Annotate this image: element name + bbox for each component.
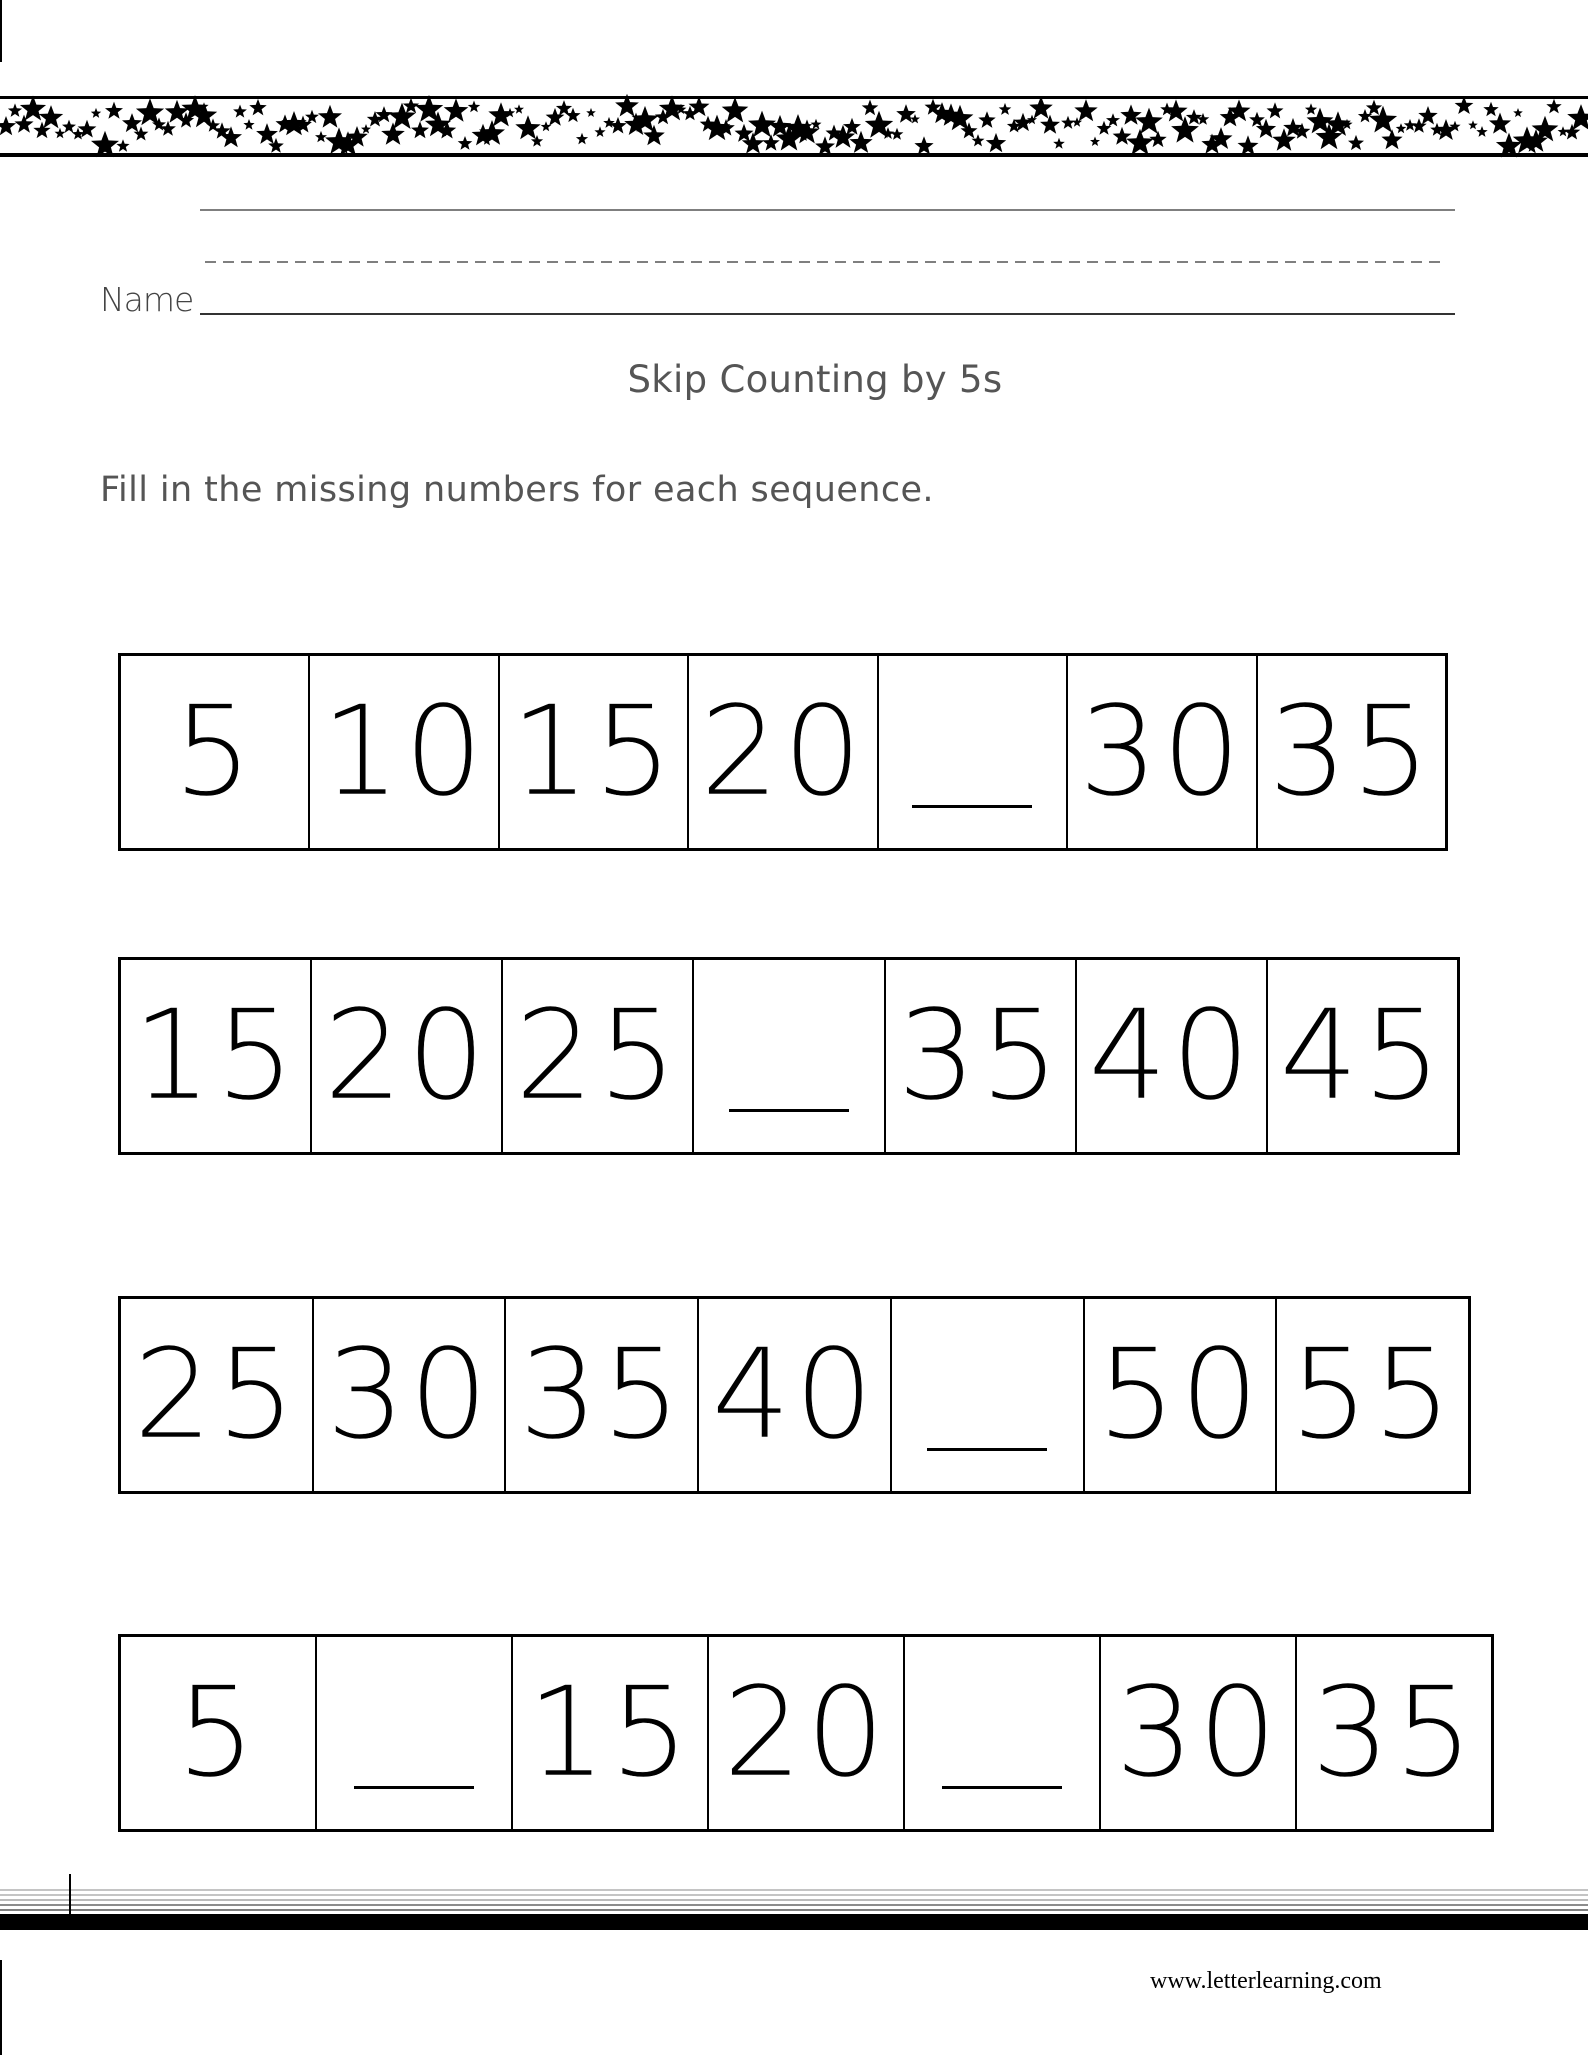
star-icon [1396, 123, 1407, 133]
sequence-cell: 5 [121, 1637, 317, 1829]
star-icon [609, 117, 626, 134]
star-icon [1483, 102, 1498, 117]
sequence-cell: 40 [699, 1299, 892, 1491]
star-icon [0, 116, 16, 135]
page-edge-mark-top [0, 0, 2, 62]
star-icon [1126, 129, 1154, 155]
star-icon [811, 119, 822, 129]
sequence-cell-blank[interactable] [694, 960, 885, 1152]
star-icon [62, 120, 76, 133]
star-icon [1120, 104, 1141, 124]
sequence-row-4 [118, 1634, 1494, 1832]
name-writing-lines [0, 190, 1588, 330]
sequence-cell: 35 [506, 1299, 699, 1491]
star-icon [1238, 135, 1259, 155]
name-label: Name [100, 280, 194, 319]
star-icon [1489, 113, 1511, 134]
star-icon [122, 113, 142, 132]
star-icon [1097, 121, 1112, 135]
sequence-cell: 15 [500, 656, 689, 848]
star-icon [233, 105, 247, 118]
star-icon [1358, 109, 1372, 122]
star-icon [514, 104, 524, 114]
star-icon [1029, 96, 1053, 119]
sequence-cell: 35 [1311, 1661, 1477, 1805]
star-icon [722, 97, 749, 122]
star-icon [444, 98, 469, 121]
footer-website-url: www.letterlearning.com [1150, 1968, 1382, 1994]
sequence-cell: 30 [1068, 656, 1257, 848]
worksheet-instructions: Fill in the missing numbers for each sequence. [100, 470, 934, 510]
star-icon [55, 128, 66, 139]
star-icon [1468, 120, 1478, 129]
star-icon [1366, 100, 1382, 115]
star-icon [1053, 138, 1065, 149]
star-icon [1106, 113, 1120, 126]
sequence-cell: 20 [709, 1637, 905, 1829]
sequence-cell: 40 [1077, 960, 1268, 1152]
star-icon [1305, 103, 1317, 115]
sequence-row-3 [118, 1296, 1471, 1494]
star-icon [318, 105, 342, 128]
star-icon [8, 103, 22, 117]
sequence-cell: 45 [1279, 984, 1446, 1128]
sequence-cell-blank[interactable] [892, 1299, 1085, 1491]
sequence-cell-blank[interactable] [905, 1637, 1101, 1829]
star-icon [458, 136, 473, 150]
star-icon [1149, 131, 1166, 148]
star-icon [1348, 135, 1364, 150]
star-icon [1567, 104, 1588, 130]
star-icon [586, 108, 596, 117]
star-icon [1476, 126, 1487, 137]
star-icon [1113, 127, 1132, 145]
star-icon [914, 136, 933, 154]
star-icon [565, 108, 580, 122]
star-icon [468, 101, 480, 113]
sequence-cell: 50 [1085, 1299, 1278, 1491]
sequence-cell: 35 [886, 960, 1077, 1152]
sequence-cell: 25 [503, 960, 694, 1152]
footer-rule [0, 1874, 1588, 1964]
star-icon [1090, 137, 1100, 147]
star-icon [1249, 112, 1265, 127]
star-icon [594, 126, 605, 137]
star-icon [1061, 116, 1075, 129]
sequence-cell: 35 [1268, 680, 1435, 824]
star-icon [14, 115, 33, 133]
star-icon [315, 131, 327, 142]
answer-blank-line[interactable] [912, 805, 1032, 808]
star-border [0, 92, 1588, 162]
sequence-cell: 15 [121, 960, 312, 1152]
sequence-cell: 25 [121, 1299, 314, 1491]
sequence-cell-blank[interactable] [317, 1637, 513, 1829]
star-icon [891, 128, 904, 140]
star-icon [762, 134, 779, 151]
star-icon [361, 124, 371, 134]
answer-blank-line[interactable] [729, 1109, 849, 1112]
star-icon [411, 121, 429, 138]
page-edge-mark-bottom [0, 1960, 2, 2055]
worksheet-title: Skip Counting by 5s [627, 358, 1003, 401]
star-icon [305, 110, 319, 123]
star-icon [815, 136, 835, 155]
star-icon [1186, 109, 1202, 124]
star-icon [576, 133, 588, 145]
sequence-cell: 20 [689, 656, 878, 848]
star-icon [1135, 108, 1163, 134]
sequence-cell: 55 [1289, 1323, 1456, 1467]
sequence-row-2 [118, 957, 1460, 1155]
star-icon [978, 111, 995, 128]
star-icon [541, 121, 552, 131]
star-icon [243, 119, 254, 130]
star-icon [986, 133, 1006, 152]
star-icon [256, 123, 278, 144]
sequence-cell: 5 [121, 656, 310, 848]
sequence-cell-blank[interactable] [879, 656, 1068, 848]
answer-blank-line[interactable] [354, 1786, 474, 1789]
star-icon [381, 122, 405, 144]
star-icon [1513, 108, 1523, 117]
star-icon [1381, 129, 1402, 149]
sequence-cell: 10 [310, 656, 499, 848]
star-icon [1164, 99, 1187, 121]
answer-blank-line[interactable] [942, 1786, 1062, 1789]
answer-blank-line[interactable] [927, 1448, 1047, 1451]
star-icon [1418, 106, 1437, 125]
star-icon [1267, 102, 1284, 118]
star-icon [91, 108, 101, 118]
star-icon [1040, 115, 1060, 134]
star-icon [1546, 99, 1561, 114]
star-icon [896, 104, 916, 123]
sequence-cell: 20 [312, 960, 503, 1152]
star-icon [999, 103, 1012, 115]
sequence-cell: 30 [314, 1299, 507, 1491]
star-icon [249, 99, 266, 116]
sequence-row-1 [118, 653, 1448, 851]
sequence-cell: 30 [1101, 1637, 1297, 1829]
star-icon [643, 125, 665, 146]
star-icon [862, 100, 879, 116]
star-icon [1074, 99, 1097, 121]
sequence-cell: 15 [513, 1637, 709, 1829]
star-icon [105, 102, 123, 119]
star-icon [479, 120, 505, 145]
